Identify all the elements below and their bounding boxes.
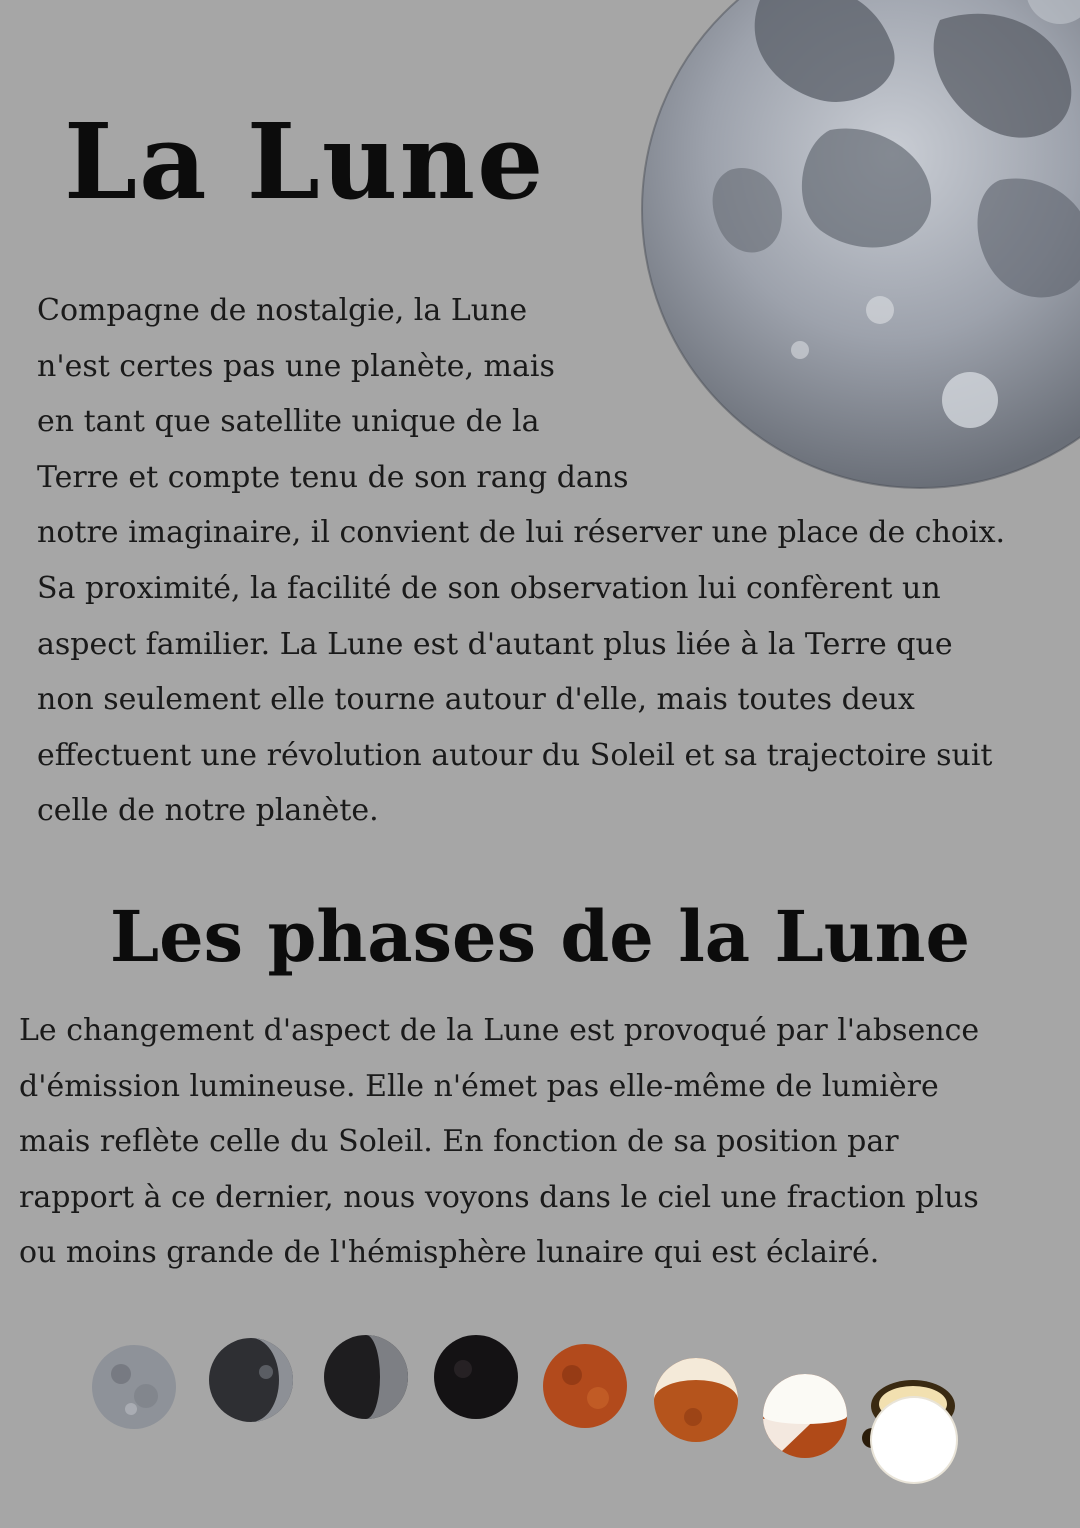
intro-paragraph — [37, 283, 1005, 839]
intro-line: Sa proximité, la facilité de son observation lui confèrent un — [37, 570, 941, 606]
phases-line: ou moins grande de l'hémisphère lunaire qui est éclairé. — [19, 1235, 880, 1271]
phases-line: rapport à ce dernier, nous voyons dans le ciel une fraction plus — [19, 1179, 979, 1215]
intro-line: notre imaginaire, il convient de lui réserver une place de choix. — [37, 515, 1006, 551]
intro-line: en tant que satellite unique de la — [37, 404, 540, 440]
phases-line: d'émission lumineuse. Elle n'émet pas elle-même de lumière — [19, 1068, 939, 1104]
phase-full-grey-icon — [91, 1344, 177, 1430]
phase-dark-icon — [433, 1334, 519, 1420]
phases-line: mais reflète celle du Soleil. En fonction de sa position par — [19, 1124, 899, 1160]
intro-line: celle de notre planète. — [37, 793, 379, 829]
intro-line: Compagne de nostalgie, la Lune — [37, 293, 528, 328]
phase-full-bright-icon — [858, 1378, 968, 1486]
phases-line: Le changement d'aspect de la Lune est provoqué par l'absence — [19, 1013, 980, 1048]
phase-emerging-icon — [653, 1357, 739, 1443]
phase-brightening-icon — [762, 1373, 848, 1459]
intro-line: n'est certes pas une planète, mais — [37, 348, 555, 384]
phase-crescent-icon — [323, 1334, 409, 1420]
phase-dimming-icon — [208, 1337, 294, 1423]
intro-line: effectuent une révolution autour du Soleil et sa trajectoire suit — [37, 737, 993, 773]
intro-line: aspect familier. La Lune est d'autant plus liée à la Terre que — [37, 626, 953, 662]
phases-paragraph — [19, 1003, 979, 1281]
section-title-phases: Les phases de la Lune — [109, 895, 971, 978]
phase-blood-moon-icon — [542, 1343, 628, 1429]
intro-line: non seulement elle tourne autour d'elle, mais toutes deux — [37, 682, 915, 718]
intro-line: Terre et compte tenu de son rang dans — [37, 459, 629, 495]
page-title: La Lune — [64, 100, 546, 223]
